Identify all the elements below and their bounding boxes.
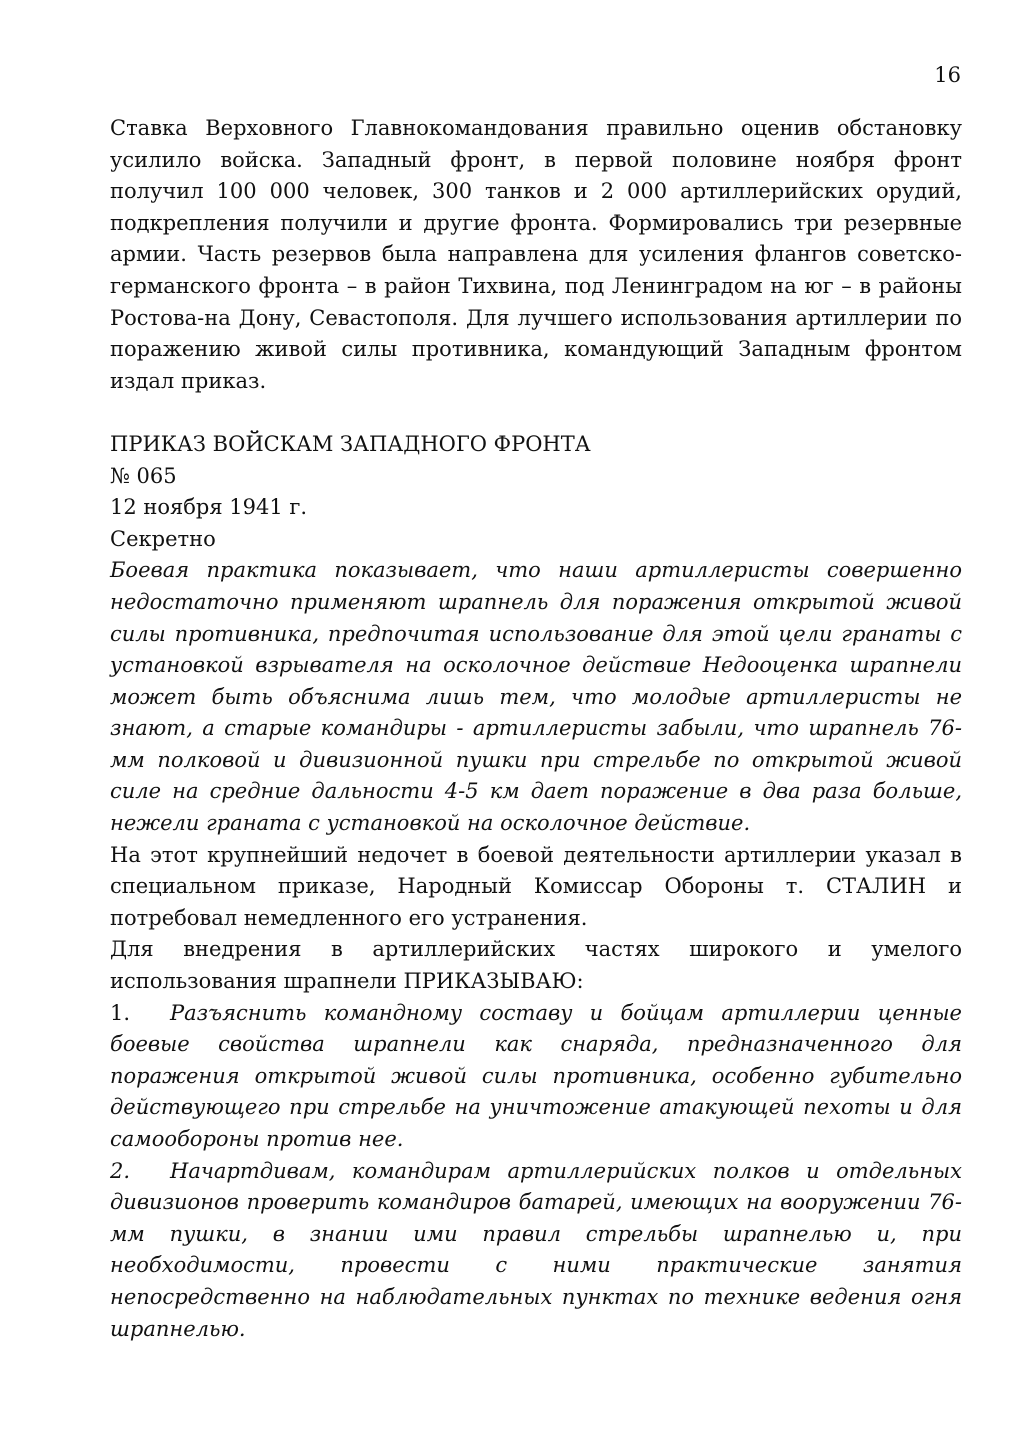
order-paragraph-3: Для внедрения в артиллерийских частях широкого и умелого использования шрапнели ПРИКАЗЫВАЮ: bbox=[110, 937, 962, 994]
order-item-1 bbox=[110, 998, 962, 1156]
order-item-2 bbox=[110, 1156, 962, 1346]
order-date: 12 ноября 1941 г. bbox=[110, 495, 308, 520]
order-preamble: Боевая практика показывает, что наши артиллеристы совершенно недостаточно применяют шрапнель для поражения открытой живой силы противника, предпочитая использование для этой цели гранаты с установкой взрывателя на осколочное действие Недооценка шрапнели может быть объяснима лишь тем, что молодые артиллеристы не знают, а старые командиры - артиллеристы забыли, что шрапнель 76-мм полковой и дивизионной пушки при стрельбе по открытой живой силе на средние дальности 4-5 км дает поражение в два раза больше, нежели граната с установкой на осколочное действие. bbox=[110, 558, 962, 836]
order-title: ПРИКАЗ ВОЙСКАМ ЗАПАДНОГО ФРОНТА bbox=[110, 431, 591, 456]
document-body bbox=[110, 113, 962, 1345]
order-paragraph-2: На этот крупнейший недочет в боевой деятельности артиллерии указал в специальном приказе, Народный Комиссар Обороны т. СТАЛИН и потребовал немедленного его устранения. bbox=[110, 842, 962, 930]
order-number: № 065 bbox=[110, 463, 177, 488]
order-classification: Секретно bbox=[110, 526, 216, 551]
item-number: 2. bbox=[110, 1158, 131, 1183]
item-text: Начартдивам, командирам артиллерийских полков и отдельных дивизионов проверить командиров батарей, имеющих на вооружении 76-мм пушки, в знании ими правил стрельбы шрапнелью и, при необходимости, провести с ними практические занятия непосредственно на наблюдательных пунктах по технике ведения огня шрапнелью. bbox=[110, 1158, 962, 1341]
paragraph-gap bbox=[110, 397, 962, 429]
item-text: Разъяснить командному составу и бойцам артиллерии ценные боевые свойства шрапнели как снаряда, предназначенного для поражения открытой живой силы противника, особенно губительно действующего при стрельбе на уничтожение атакующей пехоты и для самообороны против нее. bbox=[110, 1000, 962, 1151]
page-number: 16 bbox=[934, 63, 961, 87]
item-number: 1. bbox=[110, 1000, 131, 1025]
intro-paragraph: Ставка Верховного Главнокомандования правильно оценив обстановку усилило войска. Западный фронт, в первой половине ноября фронт получил 100 000 человек, 300 танков и 2 000 артиллерийских орудий, подкрепления получили и другие фронта. Формировались три резервные армии. Часть резервов была направлена для усиления флангов советско-германского фронта – в район Тихвина, под Ленинградом на юг – в районы Ростова-на Дону, Севастополя. Для лучшего использования артиллерии по поражению живой силы противника, командующий Западным фронтом издал приказ. bbox=[110, 116, 962, 393]
